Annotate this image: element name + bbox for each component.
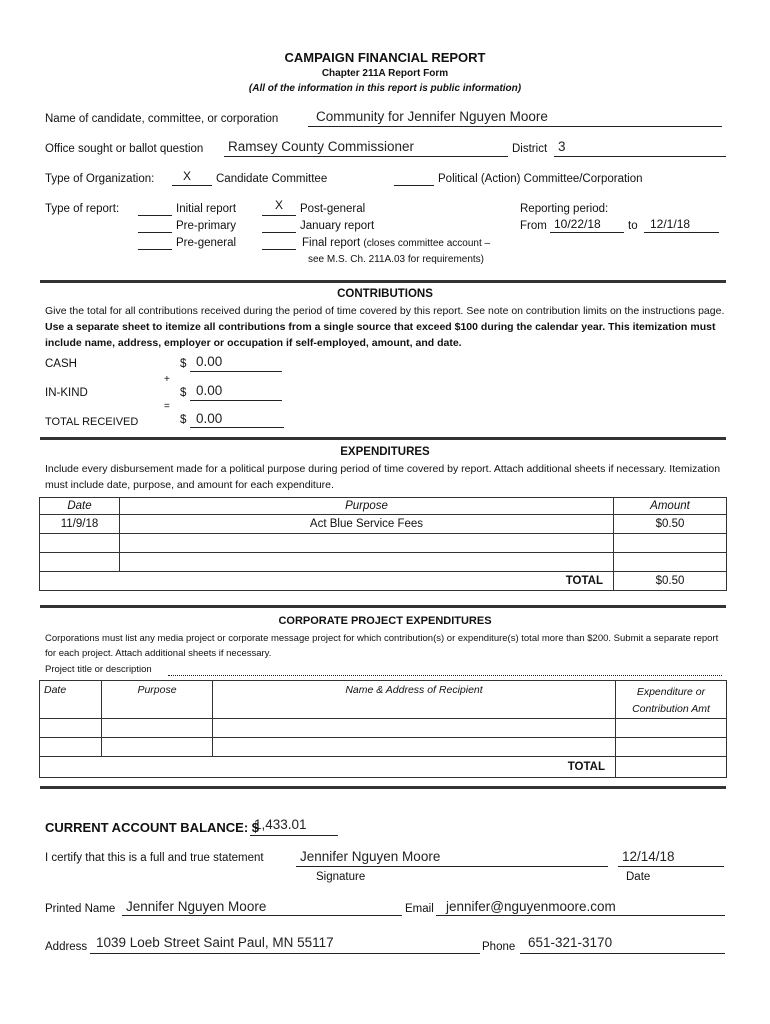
inkind-line [190, 400, 282, 401]
name-line [308, 126, 722, 127]
postgeneral-label: Post-general [300, 203, 366, 215]
section-divider [40, 280, 726, 283]
pregeneral-label: Pre-general [176, 237, 237, 249]
expenditures-instructions: Include every disbursement made for a political purpose during period of time covered by report. Attach additional sheets if necessary. Itemization must include date, purpose, and amount for each expenditure. [45, 463, 721, 491]
expense-purpose[interactable] [120, 553, 614, 572]
inkind-field[interactable]: 0.00 [196, 383, 223, 398]
expenditures-header-row [40, 498, 727, 515]
contributions-heading: CONTRIBUTIONS [337, 288, 433, 300]
corp-col-purpose: Purpose [102, 681, 213, 719]
candidate-committee-checkbox[interactable]: X [182, 169, 191, 183]
expense-purpose[interactable] [120, 534, 614, 553]
cash-dollar: $ [180, 358, 187, 370]
form-subtitle: Chapter 211A Report Form [321, 68, 449, 79]
corp-date[interactable] [40, 719, 102, 738]
reporting-period-label: Reporting period: [520, 203, 609, 215]
contributions-instructions: Give the total for all contributions received during the period of time covered by this report. See note on contribution limits on the instructions page. Use a separate sheet to itemize all contributions from a single source that exceed $100 during the calendar year. This itemization must include name, address, employer or occupation if self-employed, amount, and date. [45, 305, 725, 349]
public-info-note: (All of the information in this report is public information) [248, 83, 522, 94]
printed-name-field[interactable]: Jennifer Nguyen Moore [126, 899, 267, 914]
corporate-header-row [40, 681, 727, 719]
expense-date[interactable]: 11/9/18 [40, 515, 120, 534]
total-dollar: $ [180, 414, 187, 426]
from-field[interactable]: 10/22/18 [554, 217, 601, 231]
signature-field[interactable]: Jennifer Nguyen Moore [300, 849, 441, 864]
col-date: Date [40, 498, 120, 515]
equals-sign: = [164, 401, 170, 412]
january-checkbox[interactable] [262, 232, 296, 233]
section-divider [40, 786, 726, 789]
to-line [644, 232, 719, 233]
table-row [40, 553, 727, 572]
corporate-heading: CORPORATE PROJECT EXPENDITURES [278, 615, 492, 627]
preprimary-checkbox[interactable] [138, 232, 172, 233]
signature-label: Signature [316, 871, 366, 883]
expense-amount[interactable] [614, 534, 727, 553]
date-field[interactable]: 12/14/18 [622, 849, 675, 864]
expenditures-table [39, 497, 727, 591]
name-field[interactable]: Community for Jennifer Nguyen Moore [316, 109, 548, 124]
postgeneral-checkbox[interactable]: X [274, 198, 283, 212]
cash-line [190, 371, 282, 372]
inkind-label: IN-KIND [45, 387, 88, 399]
office-field[interactable]: Ramsey County Commissioner [228, 139, 415, 154]
inkind-dollar: $ [180, 387, 187, 399]
postgeneral-line [262, 215, 296, 216]
name-label: Name of candidate, committee, or corporation [45, 113, 279, 125]
cash-label: CASH [45, 358, 77, 370]
form-title: CAMPAIGN FINANCIAL REPORT [284, 50, 486, 65]
table-row [40, 515, 727, 534]
political-committee-line [394, 185, 434, 186]
to-field[interactable]: 12/1/18 [650, 217, 691, 231]
initial-report-checkbox[interactable] [138, 215, 172, 216]
expenditures-total-field[interactable]: $0.50 [614, 572, 727, 591]
candidate-committee-label: Candidate Committee [216, 173, 328, 185]
project-title-field[interactable] [168, 675, 722, 676]
initial-report-label: Initial report [176, 203, 237, 215]
table-row [40, 738, 727, 757]
phone-field[interactable]: 651-321-3170 [528, 935, 613, 950]
final-note: (closes committee account – [363, 238, 491, 249]
office-line [224, 156, 508, 157]
final-note-2: see M.S. Ch. 211A.03 for requirements) [308, 254, 485, 265]
phone-line [520, 953, 725, 954]
table-row [40, 534, 727, 553]
expenditures-heading: EXPENDITURES [340, 446, 430, 458]
political-committee-label: Political (Action) Committee/Corporation [438, 173, 643, 185]
expense-date[interactable] [40, 534, 120, 553]
preprimary-label: Pre-primary [176, 220, 237, 232]
january-label: January report [300, 220, 375, 232]
date-label: Date [626, 871, 651, 883]
corp-recipient[interactable] [213, 738, 616, 757]
section-divider [40, 437, 726, 440]
expenditures-total-row [40, 572, 727, 591]
to-label: to [628, 220, 638, 232]
email-field[interactable]: jennifer@nguyenmoore.com [446, 899, 616, 914]
corporate-total-field[interactable] [616, 757, 727, 778]
printed-name-label: Printed Name [45, 903, 116, 915]
balance-field[interactable]: 1,433.01 [254, 817, 307, 832]
final-checkbox[interactable] [262, 249, 296, 250]
candidate-committee-line [172, 185, 212, 186]
address-field[interactable]: 1039 Loeb Street Saint Paul, MN 55117 [96, 935, 334, 950]
pregeneral-checkbox[interactable] [138, 249, 172, 250]
total-received-label: TOTAL RECEIVED [45, 416, 139, 428]
expense-date[interactable] [40, 553, 120, 572]
phone-label: Phone [482, 941, 516, 953]
corp-purpose[interactable] [102, 719, 213, 738]
col-amount: Amount [614, 498, 727, 515]
corp-amount[interactable] [616, 738, 727, 757]
table-row [40, 719, 727, 738]
report-type-label: Type of report: [45, 203, 120, 215]
signature-line [296, 866, 608, 867]
district-line [554, 156, 726, 157]
district-label: District [512, 143, 548, 155]
plus-sign: + [164, 374, 170, 385]
address-line [90, 953, 480, 954]
corporate-total-label: TOTAL [40, 757, 616, 778]
email-label: Email [405, 903, 434, 915]
corp-amount[interactable] [616, 719, 727, 738]
project-title-label: Project title or description [45, 664, 152, 675]
total-received-line [190, 427, 284, 428]
cash-field[interactable]: 0.00 [196, 354, 223, 369]
final-label: Final report (closes committee account – [302, 237, 491, 249]
corp-date[interactable] [40, 738, 102, 757]
balance-line [250, 835, 338, 836]
office-label: Office sought or ballot question [45, 143, 204, 155]
corp-col-date: Date [40, 681, 102, 719]
from-label: From [520, 220, 547, 232]
district-field[interactable]: 3 [558, 139, 566, 154]
corp-purpose[interactable] [102, 738, 213, 757]
expense-amount[interactable] [614, 553, 727, 572]
total-received-field[interactable]: 0.00 [196, 411, 223, 426]
expense-amount[interactable]: $0.50 [614, 515, 727, 534]
section-divider [40, 605, 726, 608]
organization-label: Type of Organization: [45, 173, 155, 185]
corporate-table [39, 680, 727, 778]
balance-label: CURRENT ACCOUNT BALANCE: $ [45, 820, 260, 835]
corp-recipient[interactable] [213, 719, 616, 738]
from-line [550, 232, 624, 233]
corp-col-amount: Expenditure or Contribution Amt [616, 681, 727, 719]
address-label: Address [45, 941, 88, 953]
certify-statement: I certify that this is a full and true statement [45, 852, 264, 864]
expenditures-total-label: TOTAL [40, 572, 614, 591]
email-line [436, 915, 725, 916]
corporate-total-row [40, 757, 727, 778]
date-line [618, 866, 724, 867]
col-purpose: Purpose [120, 498, 614, 515]
corp-col-recipient: Name & Address of Recipient [213, 681, 616, 719]
corporate-instructions: Corporations must list any media project or corporate message project for which contribution(s) or expenditure(s) total more than $200. Submit a separate report for each project. Attach additional sheets if necessary. [45, 633, 719, 659]
expense-purpose[interactable]: Act Blue Service Fees [120, 515, 614, 534]
printed-name-line [122, 915, 402, 916]
